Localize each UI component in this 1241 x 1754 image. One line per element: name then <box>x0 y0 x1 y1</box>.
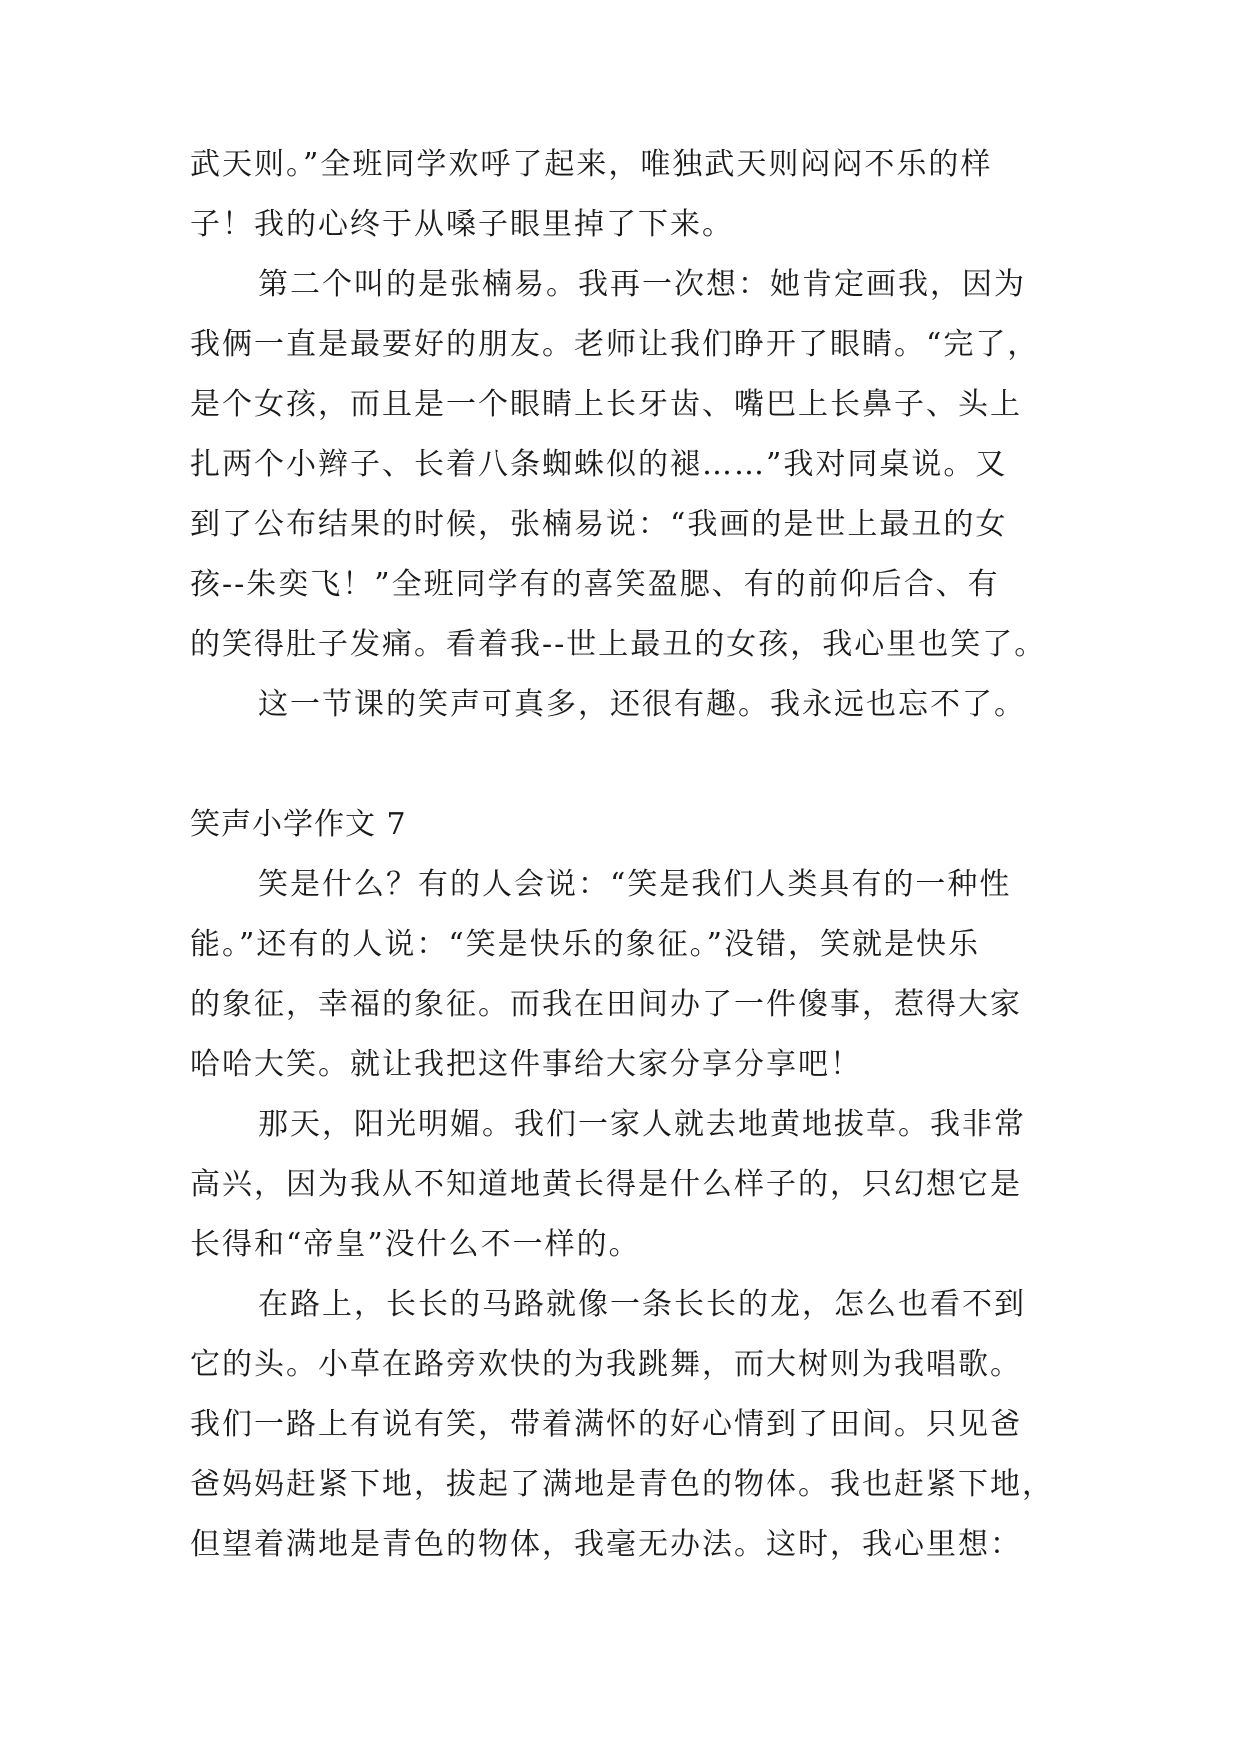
text-line: 笑是什么？有的人会说：“笑是我们人类具有的一种性 <box>258 867 1012 902</box>
section-heading: 笑声小学作文 7 <box>190 807 407 842</box>
text-line: 的象征，幸福的象征。而我在田间办了一件傻事，惹得大家 <box>190 987 1022 1022</box>
text-line: 第二个叫的是张楠易。我再一次想：她肯定画我，因为 <box>258 267 1026 302</box>
text-line: 扎两个小辫子、长着八条蜘蛛似的褪……”我对同桌说。又 <box>190 447 1008 482</box>
text-line: 武天则。”全班同学欢呼了起来，唯独武天则闷闷不乐的样 <box>190 147 993 182</box>
text-line: 爸妈妈赶紧下地，拔起了满地是青色的物体。我也赶紧下地， <box>190 1467 1054 1502</box>
text-line: 的笑得肚子发痛。看着我--世上最丑的女孩，我心里也笑了。 <box>190 627 1047 662</box>
text-line: 那天，阳光明媚。我们一家人就去地黄地拔草。我非常 <box>258 1107 1026 1142</box>
text-line: 在路上，长长的马路就像一条长长的龙，怎么也看不到 <box>258 1287 1026 1322</box>
text-line: 我俩一直是最要好的朋友。老师让我们睁开了眼睛。“完了， <box>190 327 1040 362</box>
text-line: 能。”还有的人说：“笑是快乐的象征。”没错，笑就是快乐 <box>190 927 981 962</box>
text-line: 哈哈大笑。就让我把这件事给大家分享分享吧！ <box>190 1047 862 1082</box>
text-line: 孩--朱奕飞！”全班同学有的喜笑盈腮、有的前仰后合、有 <box>190 567 1000 602</box>
text-line: 这一节课的笑声可真多，还很有趣。我永远也忘不了。 <box>258 687 1026 722</box>
text-line: 长得和“帝皇”没什么不一样的。 <box>190 1227 641 1262</box>
text-line: 但望着满地是青色的物体，我毫无办法。这时，我心里想： <box>190 1527 1022 1562</box>
text-line: 我们一路上有说有笑，带着满怀的好心情到了田间。只见爸 <box>190 1407 1022 1442</box>
text-line: 是个女孩，而且是一个眼睛上长牙齿、嘴巴上长鼻子、头上 <box>190 387 1022 422</box>
text-line: 高兴，因为我从不知道地黄长得是什么样子的，只幻想它是 <box>190 1167 1022 1202</box>
text-line: 到了公布结果的时候，张楠易说：“我画的是世上最丑的女 <box>190 507 1008 542</box>
text-line: 子！我的心终于从嗓子眼里掉了下来。 <box>190 207 734 242</box>
text-line: 它的头。小草在路旁欢快的为我跳舞，而大树则为我唱歌。 <box>190 1347 1022 1382</box>
